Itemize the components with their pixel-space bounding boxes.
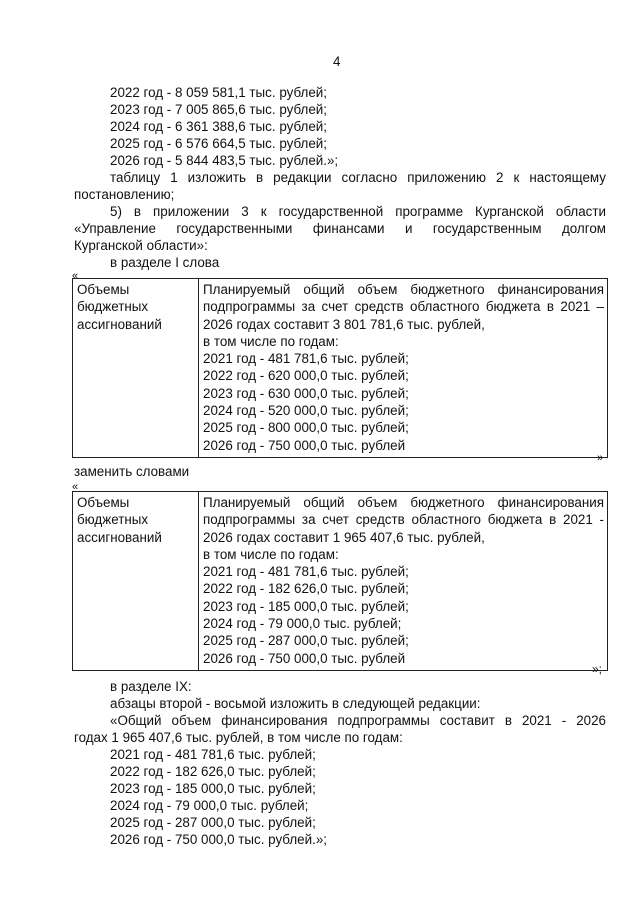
intro-year-line: 2022 год - 8 059 581,1 тыс. рублей; bbox=[110, 85, 327, 100]
value-line: 2022 год - 620 000,0 тыс. рублей; bbox=[203, 368, 409, 384]
value-line: 2021 год - 481 781,6 тыс. рублей; bbox=[203, 564, 409, 580]
value-line: подпрограммы за счет средств областного бюджета в 2021 - bbox=[203, 512, 604, 528]
table-value-cell bbox=[199, 492, 608, 671]
final-year-line: 2022 год - 182 626,0 тыс. рублей; bbox=[110, 764, 316, 779]
value-line: 2024 год - 79 000,0 тыс. рублей; bbox=[203, 616, 402, 632]
label-line: Объемы bbox=[77, 282, 130, 297]
value-line: Планируемый общий объем бюджетного финансирования bbox=[203, 282, 604, 297]
intro-year-line: 2025 год - 6 576 664,5 тыс. рублей; bbox=[110, 136, 327, 151]
paragraph-item5-line: 5) в приложении 3 к государственной программе Курганской области bbox=[110, 204, 606, 219]
replace-with-words: заменить словами bbox=[74, 464, 190, 479]
final-year-line: 2024 год - 79 000,0 тыс. рублей; bbox=[110, 798, 309, 813]
label-line: ассигнований bbox=[77, 316, 162, 332]
value-line: подпрограммы за счет средств областного бюджета в 2021 – bbox=[203, 299, 604, 315]
value-line: в том числе по годам: bbox=[203, 546, 339, 562]
value-line: 2026 год - 750 000,0 тыс. рублей bbox=[203, 437, 406, 453]
final-paragraph-line: «Общий объем финансирования подпрограммы составит в 2021 - 2026 bbox=[110, 713, 606, 728]
value-line: 2021 год - 481 781,6 тыс. рублей; bbox=[203, 351, 409, 367]
value-line: 2026 год - 750 000,0 тыс. рублей bbox=[203, 650, 406, 666]
final-year-line: 2023 год - 185 000,0 тыс. рублей; bbox=[110, 781, 316, 796]
value-line: 2024 год - 520 000,0 тыс. рублей; bbox=[203, 403, 409, 419]
paragraph-item5-line: Курганской области»: bbox=[74, 238, 208, 253]
final-year-line: 2026 год - 750 000,0 тыс. рублей.»; bbox=[110, 832, 327, 847]
value-line: 2023 год - 185 000,0 тыс. рублей; bbox=[203, 598, 409, 614]
value-line: 2026 годах составит 1 965 407,6 тыс. рублей, bbox=[203, 529, 485, 545]
intro-year-line: 2023 год - 7 005 865,6 тыс. рублей; bbox=[110, 102, 327, 117]
table-label-cell bbox=[73, 279, 199, 458]
budget-table-old bbox=[72, 278, 608, 458]
open-quote-mark: « bbox=[72, 270, 79, 282]
label-line: ассигнований bbox=[77, 529, 162, 545]
value-line: 2022 год - 182 626,0 тыс. рублей; bbox=[203, 581, 409, 597]
table-value-cell bbox=[199, 279, 608, 458]
value-line: 2026 годах составит 3 801 781,6 тыс. рублей, bbox=[203, 316, 485, 332]
label-line: бюджетных bbox=[77, 299, 149, 315]
table-label-cell bbox=[73, 492, 199, 671]
page-number: 4 bbox=[333, 54, 341, 69]
section9-heading: в разделе IX: bbox=[110, 679, 192, 694]
value-line: 2025 год - 287 000,0 тыс. рублей; bbox=[203, 633, 409, 649]
value-line: Планируемый общий объем бюджетного финансирования bbox=[203, 495, 604, 510]
value-line: 2023 год - 630 000,0 тыс. рублей; bbox=[203, 385, 409, 401]
close-quote-mark: » bbox=[597, 452, 604, 464]
label-line: бюджетных bbox=[77, 512, 149, 528]
paragraph-item5-line: «Управление государственными финансами и государственным долгом bbox=[74, 221, 606, 236]
final-year-line: 2025 год - 287 000,0 тыс. рублей; bbox=[110, 815, 316, 830]
paragraph-table1-line: таблицу 1 изложить в редакции согласно приложению 2 к настоящему bbox=[110, 170, 606, 185]
paragraphs-instruction: абзацы второй - восьмой изложить в следующей редакции: bbox=[110, 696, 481, 711]
paragraph-table1-line: постановлению; bbox=[74, 187, 175, 202]
section1-words: в разделе I слова bbox=[110, 255, 220, 270]
intro-year-line: 2024 год - 6 361 388,6 тыс. рублей; bbox=[110, 119, 327, 134]
intro-year-line: 2026 год - 5 844 483,5 тыс. рублей.»; bbox=[110, 153, 339, 168]
value-line: 2025 год - 800 000,0 тыс. рублей; bbox=[203, 420, 409, 436]
budget-table-new bbox=[72, 491, 608, 671]
final-year-line: 2021 год - 481 781,6 тыс. рублей; bbox=[110, 747, 316, 762]
final-paragraph-line: годах 1 965 407,6 тыс. рублей, в том числе по годам: bbox=[74, 730, 403, 745]
close-quote-semicolon: »; bbox=[592, 662, 603, 676]
open-quote-mark: « bbox=[72, 481, 79, 493]
label-line: Объемы bbox=[77, 495, 130, 510]
value-line: в том числе по годам: bbox=[203, 333, 339, 349]
